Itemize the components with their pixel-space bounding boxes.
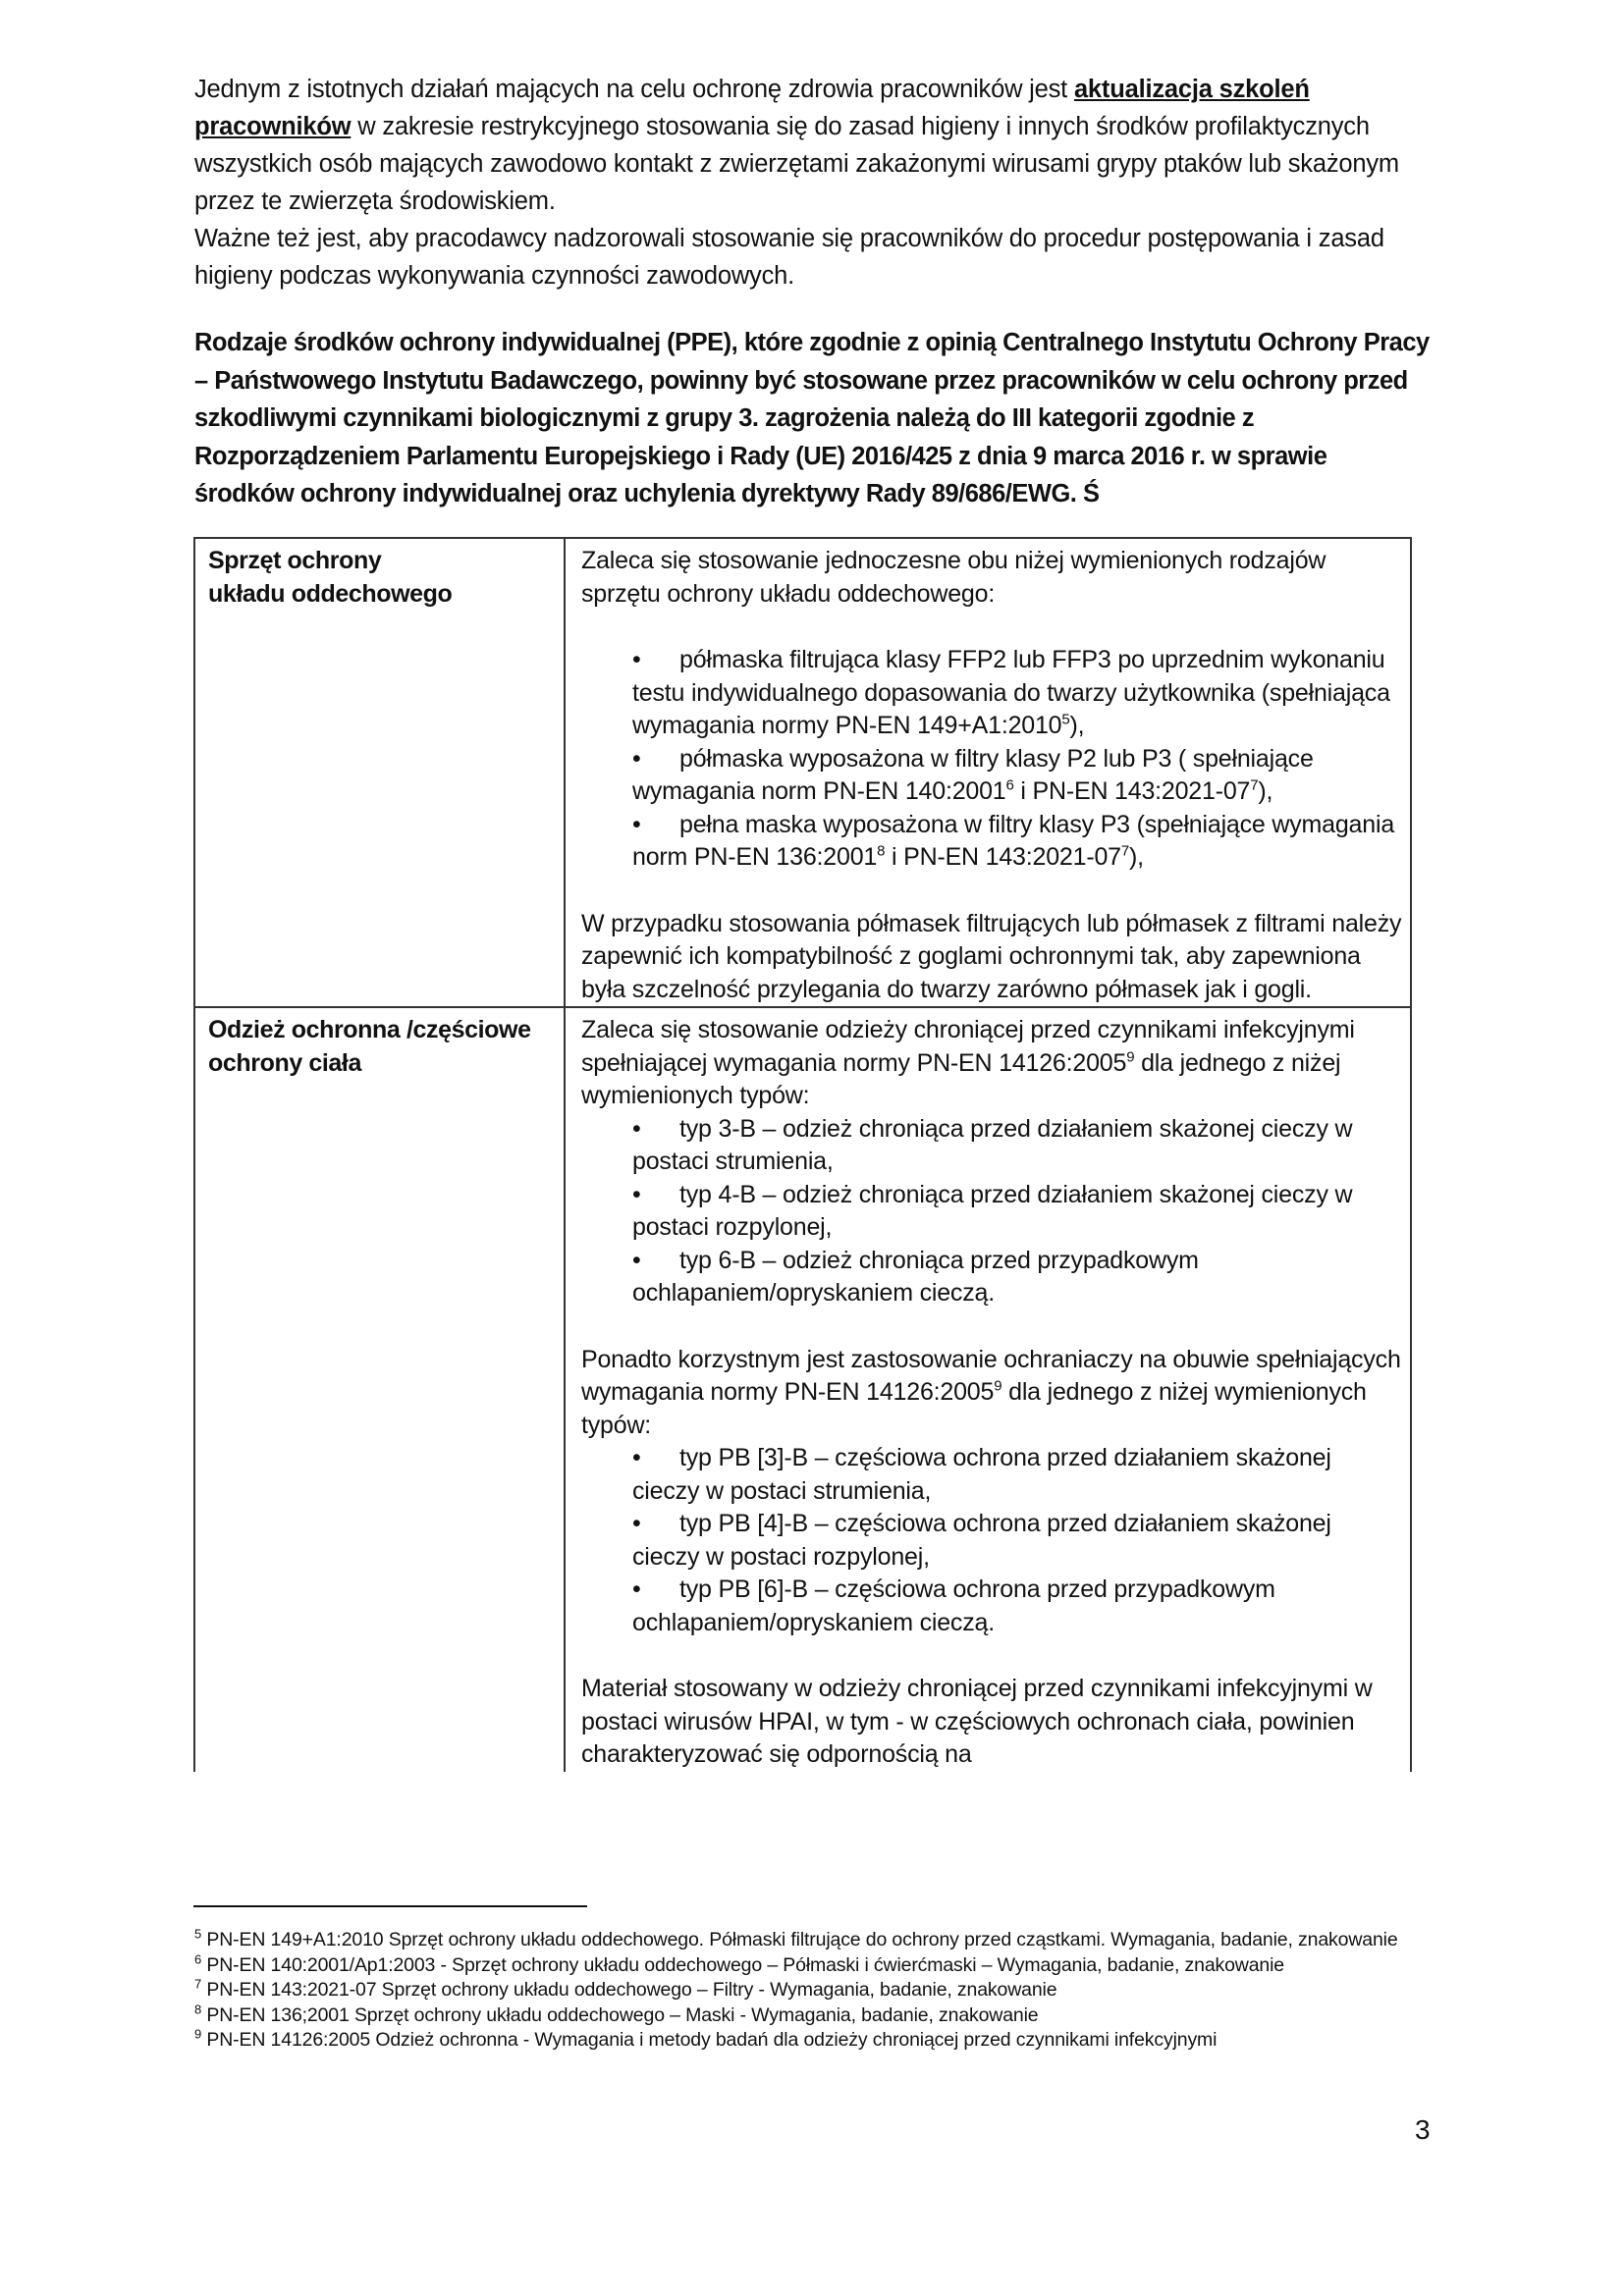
cell-intro: Zaleca się stosowanie jednoczesne obu niżej wymienionych rodzajów sprzętu ochrony układu oddechowego: [581, 547, 1326, 608]
bullet-icon: • [632, 1180, 641, 1208]
bullet-icon: • [632, 1246, 641, 1274]
footnote-8: $^8$ PN-EN 136;2001 Sprzęt ochrony układu oddechowego – Maski - Wymagania, badanie, znakowanie [194, 2002, 1039, 2026]
bullet-icon: • [632, 646, 641, 673]
footnote-7: $^7$ PN-EN 143:2021-07 Sprzęt ochrony układu oddechowego – Filtry - Wymagania, badanie, znakowanie [194, 1976, 1057, 2001]
footnote-5: $^5$ PN-EN 149+A1:2010 Sprzęt ochrony układu oddechowego. Półmaski filtrujące do ochrony przed cząstkami. Wymagania, badanie, znakowanie [194, 1926, 1398, 1950]
table-row-clothing [194, 1007, 1411, 1772]
ppe-table [193, 537, 1412, 1772]
section-heading: Rodzaje środków ochrony indywidualnej (PPE), które zgodnie z opinią Centralnego Instytutu Ochrony Pracy – Państwowego Instytutu Badawczego, powinny być stosowane przez pracowników w celu ochrony przed szkodliwymi czynnikami biologicznymi z grupy 3. zagrożenia należą do III kategorii zgodnie z Rozporządzeniem Parlamentu Europejskiego i Rady (UE) 2016/425 z dnia 9 marca 2016 r. w sprawie środków ochrony indywidualnej oraz uchylenia dyrektywy Rady 89/686/EWG. Ś [194, 329, 1430, 507]
row-label-cell: Sprzęt ochrony układu oddechowego [194, 538, 565, 1007]
emphasized-phrase: aktualizacja szkoleń pracowników [194, 76, 1310, 140]
bullet-icon: • [632, 744, 641, 773]
list-item: • typ PB [4]-B – częściowa ochrona przed działaniem skażonej cieczy w postaci rozpylonej, [632, 1510, 1331, 1571]
row-content-cell [565, 1007, 1411, 1772]
material-paragraph: Materiał stosowany w odzieży chroniącej przed czynnikami infekcyjnymi w postaci wirusów HPAI, w tym - w częściowych ochronach ciała, powinien charakteryzować się odpornością na [581, 1675, 1373, 1768]
table-row-respiratory [194, 538, 1411, 1007]
list-item: • typ 4-B – odzież chroniąca przed działaniem skażonej cieczy w postaci rozpylonej, [632, 1180, 1353, 1241]
bullet-icon: • [632, 810, 641, 838]
list-item: • pełna maska wyposażona w filtry klasy P3 (spełniające wymagania norm PN-EN 136:2001$^8$ i PN-EN $143:2021-07^7$), [632, 810, 1395, 871]
respirator-list [581, 644, 1402, 875]
cell-closing-paragraph: W przypadku stosowania półmasek filtrujących lub półmasek z filtrami należy zapewnić ich kompatybilność z goglami ochronnymi tak, aby zapewniona była szczelność przylegania do twarzy zarówno półmasek jak i gogli. [581, 909, 1402, 1003]
list-item: • typ PB [6]-B – częściowa ochrona przed przypadkowym ochlapaniem/opryskaniem cieczą. [632, 1575, 1275, 1636]
list-item: • półmaska filtrująca klasy FFP2 lub FFP3 po uprzednim wykonaniu testu indywidualnego dopasowania do twarzy użytkownika (spełniająca wymagania normy PN-EN $149+A1:2010^5$), [632, 646, 1390, 739]
bullet-icon: • [632, 1510, 641, 1537]
footnotes [194, 1928, 1471, 2054]
intro-paragraph-1: Jednym z istotnych działań mających na celu ochronę zdrowia pracowników jest aktualizacja szkoleń pracowników w zakresie restrykcyjnego stosowania się do zasad higieny i innych środków profilaktycznych wszystkich osób mających zawodowo kontakt z zwierzętami zakażonymi wirusami grypy ptaków lub skażonym przez te zwierzęta środowiskiem. [194, 76, 1399, 215]
intro-section [194, 71, 1422, 294]
intro-paragraph-2: Ważne też jest, aby pracodawcy nadzorowali stosowanie się pracowników do procedur postępowania i zasad higieny podczas wykonywania czynności zawodowych. [194, 225, 1384, 290]
footnote-6: $^6$ PN-EN 140:2001/Ap1:2003 - Sprzęt ochrony układu oddechowego – Półmaski i ćwierćmaski – Wymagania, badanie, znakowanie [194, 1951, 1285, 1976]
page-number: 3 [1415, 2114, 1431, 2145]
bullet-icon: • [632, 1114, 641, 1143]
footnote-9: $^9$ PN-EN 14126:2005 Odzież ochronna - Wymagania i metody badań dla odzieży chroniącej przed czynnikami infekcyjnymi [194, 2026, 1218, 2051]
list-item: • typ 3-B – odzież chroniąca przed działaniem skażonej cieczy w postaci strumienia, [632, 1114, 1353, 1175]
bullet-icon: • [632, 1444, 641, 1471]
list-item: • typ PB [3]-B – częściowa ochrona przed działaniem skażonej cieczy w postaci strumienia, [632, 1444, 1331, 1505]
shoe-cover-type-list [581, 1442, 1402, 1639]
cell-intro: Zaleca się stosowanie odzieży chroniącej przed czynnikami infekcyjnymi spełniającej wymagania normy PN-EN 14126:2005$^9$ dla jednego z niżej wymienionych typów: [581, 1016, 1355, 1109]
list-item: • półmaska wyposażona w filtry klasy P2 lub P3 ( spełniające wymagania norm PN-EN 140:2001$^6$ i PN-EN $143:2021-07^7$), [632, 744, 1314, 805]
shoe-cover-paragraph: Ponadto korzystnym jest zastosowanie ochraniaczy na obuwie spełniających wymagania normy PN-EN 14126:2005$^9$ dla jednego z niżej wymienionych typów: [581, 1345, 1401, 1439]
row-content-cell [565, 538, 1411, 1007]
row-label-cell: Odzież ochronna /częściowe ochrony ciała [194, 1007, 565, 1772]
clothing-type-list [581, 1113, 1402, 1310]
footnote-separator [193, 1905, 587, 1907]
list-item: • typ 6-B – odzież chroniąca przed przypadkowym ochlapaniem/opryskaniem cieczą. [632, 1246, 1199, 1307]
bullet-icon: • [632, 1575, 641, 1603]
